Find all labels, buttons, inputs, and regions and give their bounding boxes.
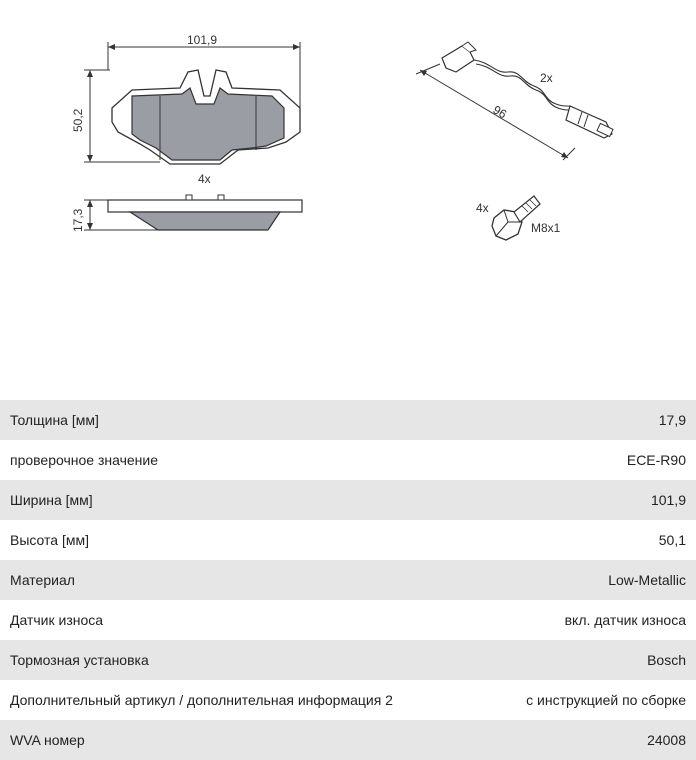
spec-row-additional-info (0, 680, 696, 720)
spec-label: WVA номер (10, 732, 85, 748)
spec-row-wva-number (0, 720, 696, 760)
sensor-length-label: 96 (490, 102, 510, 122)
spec-row-wear-sensor (0, 600, 696, 640)
spec-value: 24008 (647, 732, 686, 748)
spec-row-brake-system (0, 640, 696, 680)
spec-label: Ширина [мм] (10, 492, 93, 508)
spec-value: 50,1 (658, 532, 686, 548)
spec-label: проверочное значение (10, 452, 159, 468)
pad-width-label: 101,9 (187, 33, 218, 47)
brake-pad-side-view (71, 195, 302, 232)
spec-row-thickness (0, 400, 696, 440)
spec-value: 101,9 (650, 492, 686, 508)
spec-row-material (0, 560, 696, 600)
bolt-spec-label: M8x1 (531, 221, 561, 235)
spec-label: Дополнительный артикул / дополнительная информация 2 (10, 692, 393, 708)
spec-label: Материал (10, 572, 75, 588)
spec-label: Тормозная установка (10, 652, 149, 668)
specs-table (0, 400, 696, 760)
spec-value: Low-Metallic (608, 572, 686, 588)
sensor-qty-label: 2x (540, 71, 553, 85)
spec-row-height (0, 520, 696, 560)
spec-label: Высота [мм] (10, 532, 89, 548)
wear-sensor-drawing (416, 42, 613, 160)
spec-value: ECE-R90 (626, 452, 686, 468)
spec-row-test-value (0, 440, 696, 480)
brake-pad-front-view (71, 33, 300, 186)
spec-value: 17,9 (658, 412, 686, 428)
spec-row-width (0, 480, 696, 520)
spec-label: Толщина [мм] (10, 412, 99, 428)
pad-height-label: 50,2 (71, 108, 85, 132)
spec-label: Датчик износа (10, 612, 104, 628)
spec-value: с инструкцией по сборке (526, 692, 686, 708)
spec-value: Bosch (647, 652, 686, 668)
pad-qty-label: 4x (198, 172, 211, 186)
spec-value: вкл. датчик износа (564, 612, 686, 628)
pad-thickness-label: 17,3 (71, 208, 85, 232)
bolt-drawing (476, 196, 561, 240)
bolt-qty-label: 4x (476, 201, 489, 215)
